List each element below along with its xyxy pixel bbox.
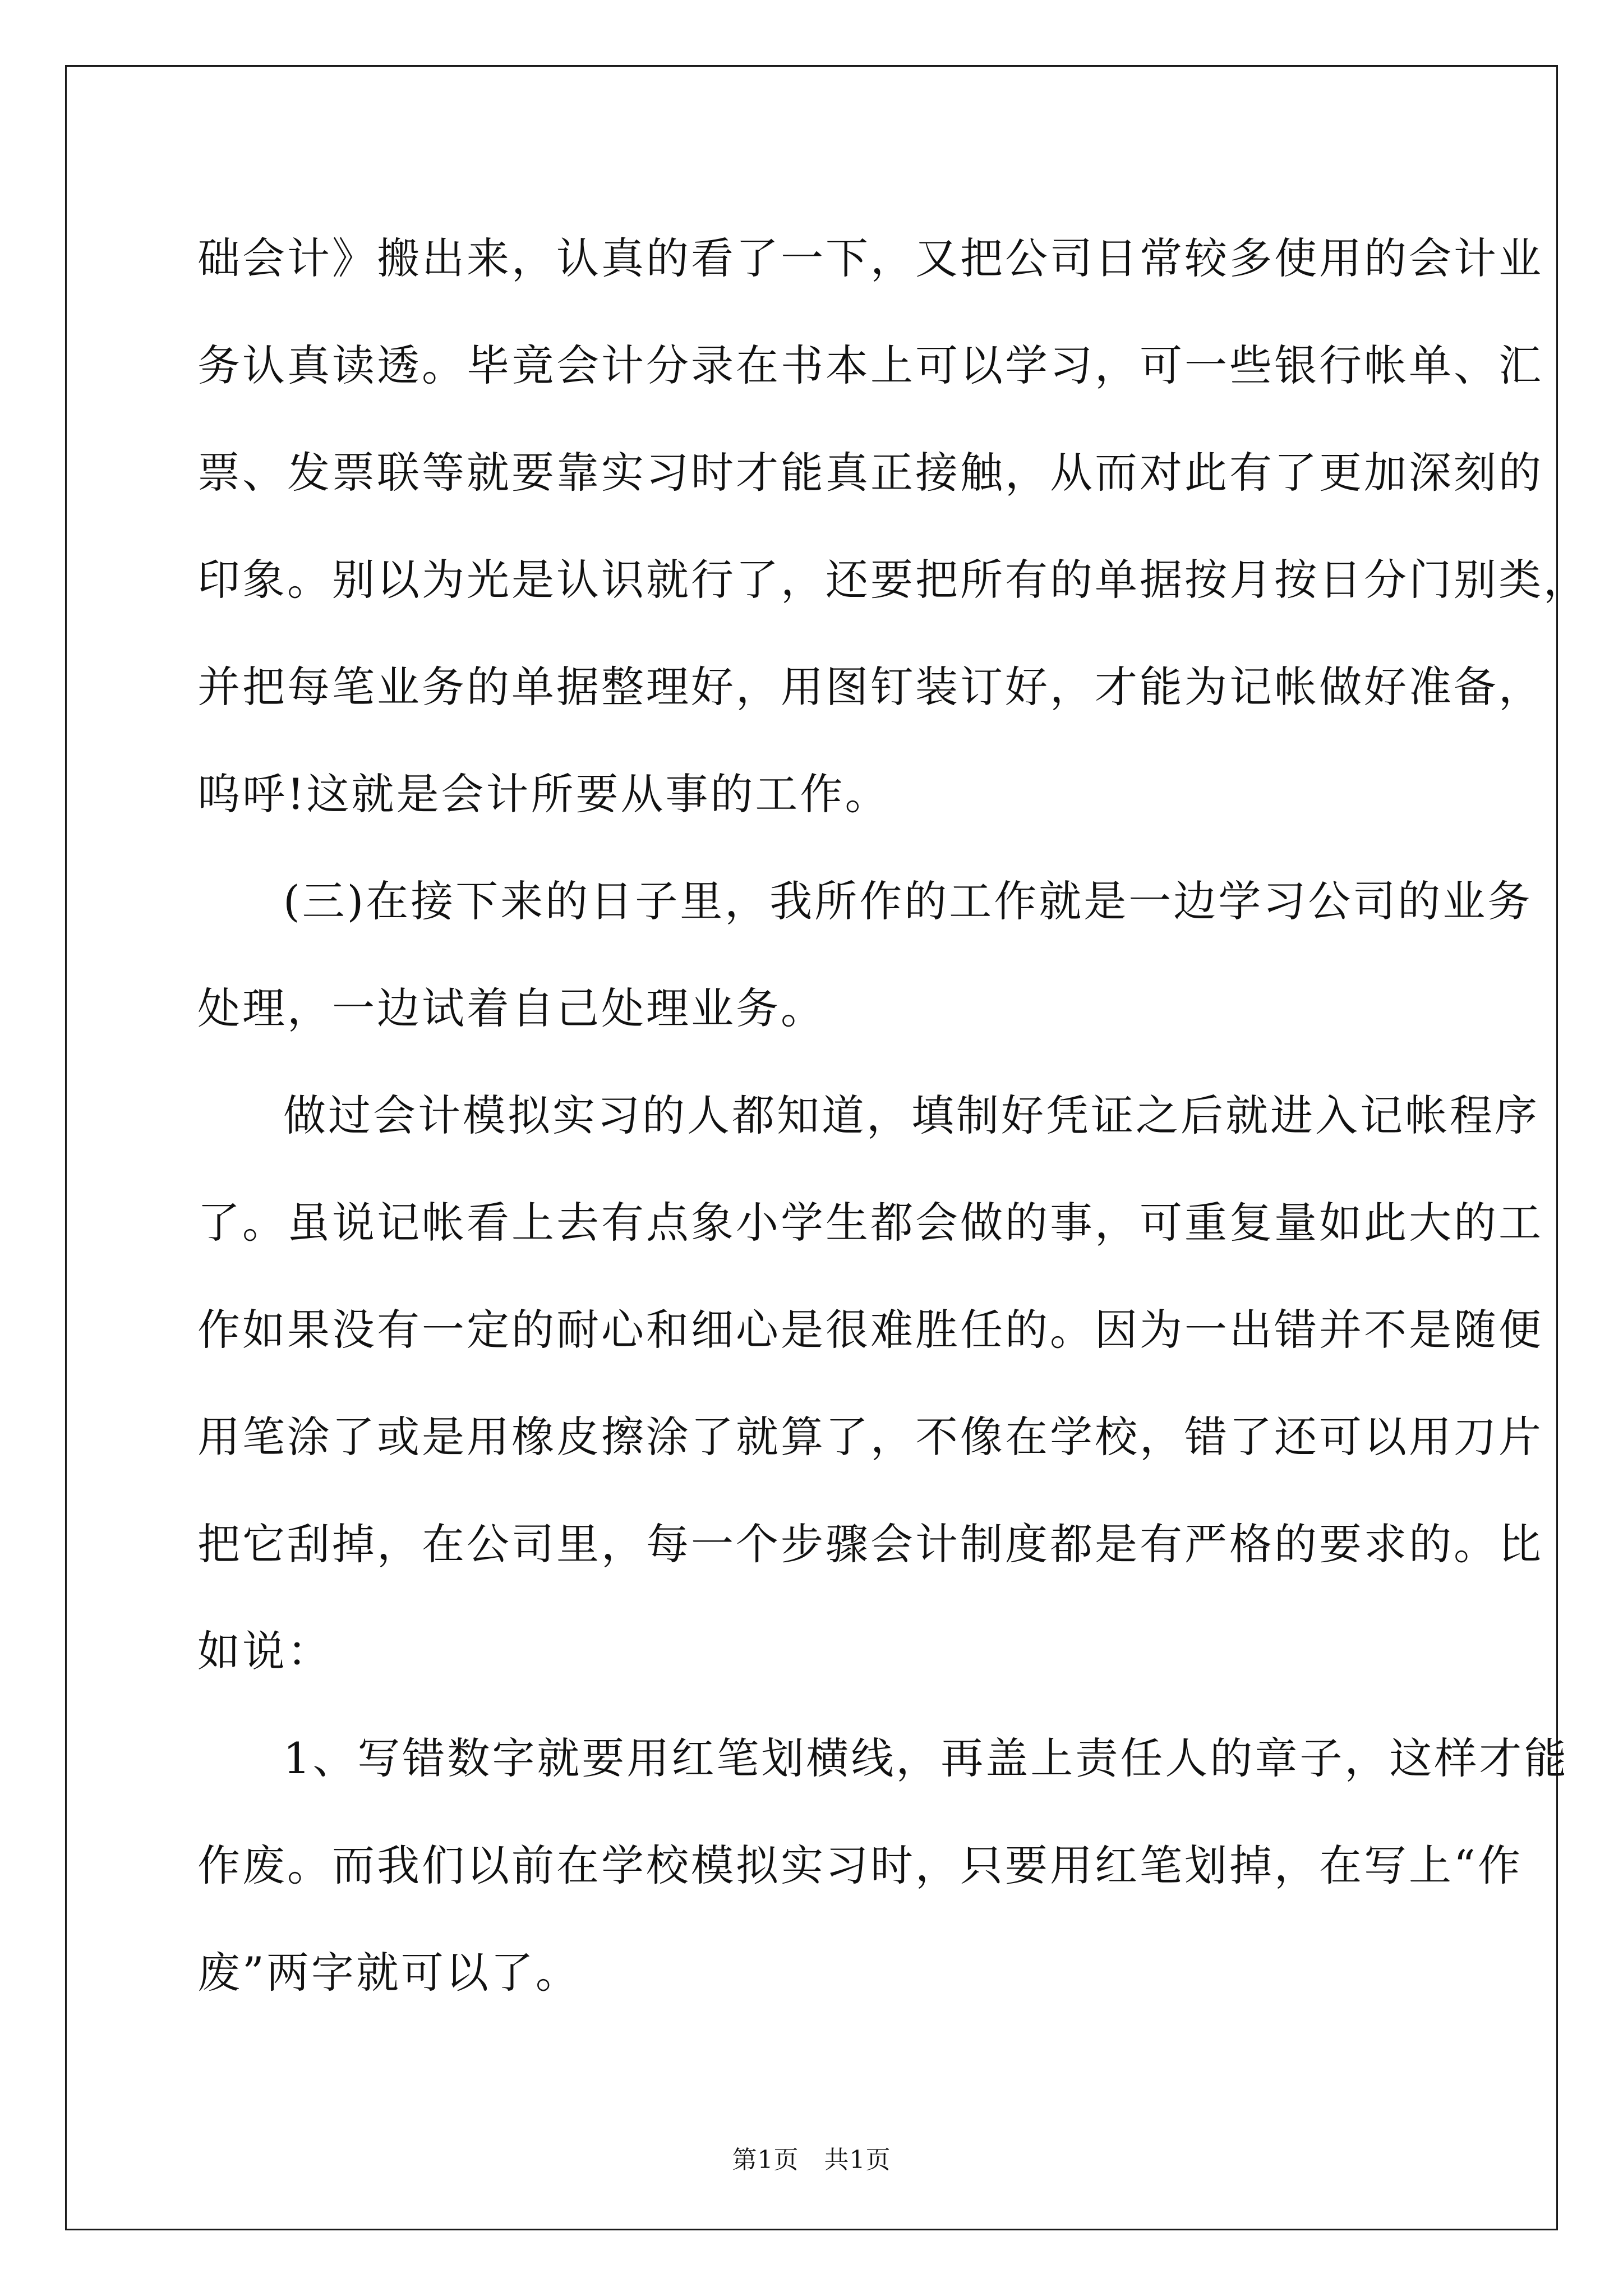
text-line: 票、发票联等就要靠实习时才能真正接触，从而对此有了更加深刻的 [197, 448, 1543, 498]
text-line: 呜呼!这就是会计所要从事的工作。 [197, 769, 890, 819]
text-line: 务认真读透。毕竟会计分录在书本上可以学习，可一些银行帐单、汇 [197, 341, 1543, 390]
text-line: 用笔涂了或是用橡皮擦涂了就算了，不像在学校，错了还可以用刀片 [197, 1412, 1543, 1462]
text-line: 作废。而我们以前在学校模拟实习时，只要用红笔划掉，在写上“作 [197, 1841, 1523, 1890]
text-line: 印象。别以为光是认识就行了，还要把所有的单据按月按日分门别类， [197, 555, 1588, 605]
text-line: 废”两字就可以了。 [197, 1948, 580, 1998]
text-line: 如说： [197, 1626, 332, 1676]
text-line: (三)在接下来的日子里，我所作的工作就是一边学习公司的业务 [283, 876, 1533, 926]
page-footer: 第1页 共1页 [732, 2146, 891, 2174]
text-line: 处理，一边试着自己处理业务。 [197, 983, 826, 1033]
text-line: 础会计》搬出来，认真的看了一下，又把公司日常较多使用的会计业 [197, 233, 1543, 283]
text-line: 1、写错数字就要用红笔划横线，再盖上责任人的章子，这样才能 [283, 1733, 1569, 1783]
document-body [197, 205, 1588, 2026]
text-line: 做过会计模拟实习的人都知道，填制好凭证之后就进入记帐程序 [283, 1091, 1539, 1140]
text-line: 了。虽说记帐看上去有点象小学生都会做的事，可重复量如此大的工 [197, 1198, 1543, 1248]
text-line: 作如果没有一定的耐心和细心是很难胜任的。因为一出错并不是随便 [197, 1305, 1543, 1355]
text-line: 把它刮掉，在公司里，每一个步骤会计制度都是有严格的要求的。比 [197, 1519, 1543, 1569]
text-line: 并把每笔业务的单据整理好，用图钉装订好，才能为记帐做好准备， [197, 662, 1543, 712]
